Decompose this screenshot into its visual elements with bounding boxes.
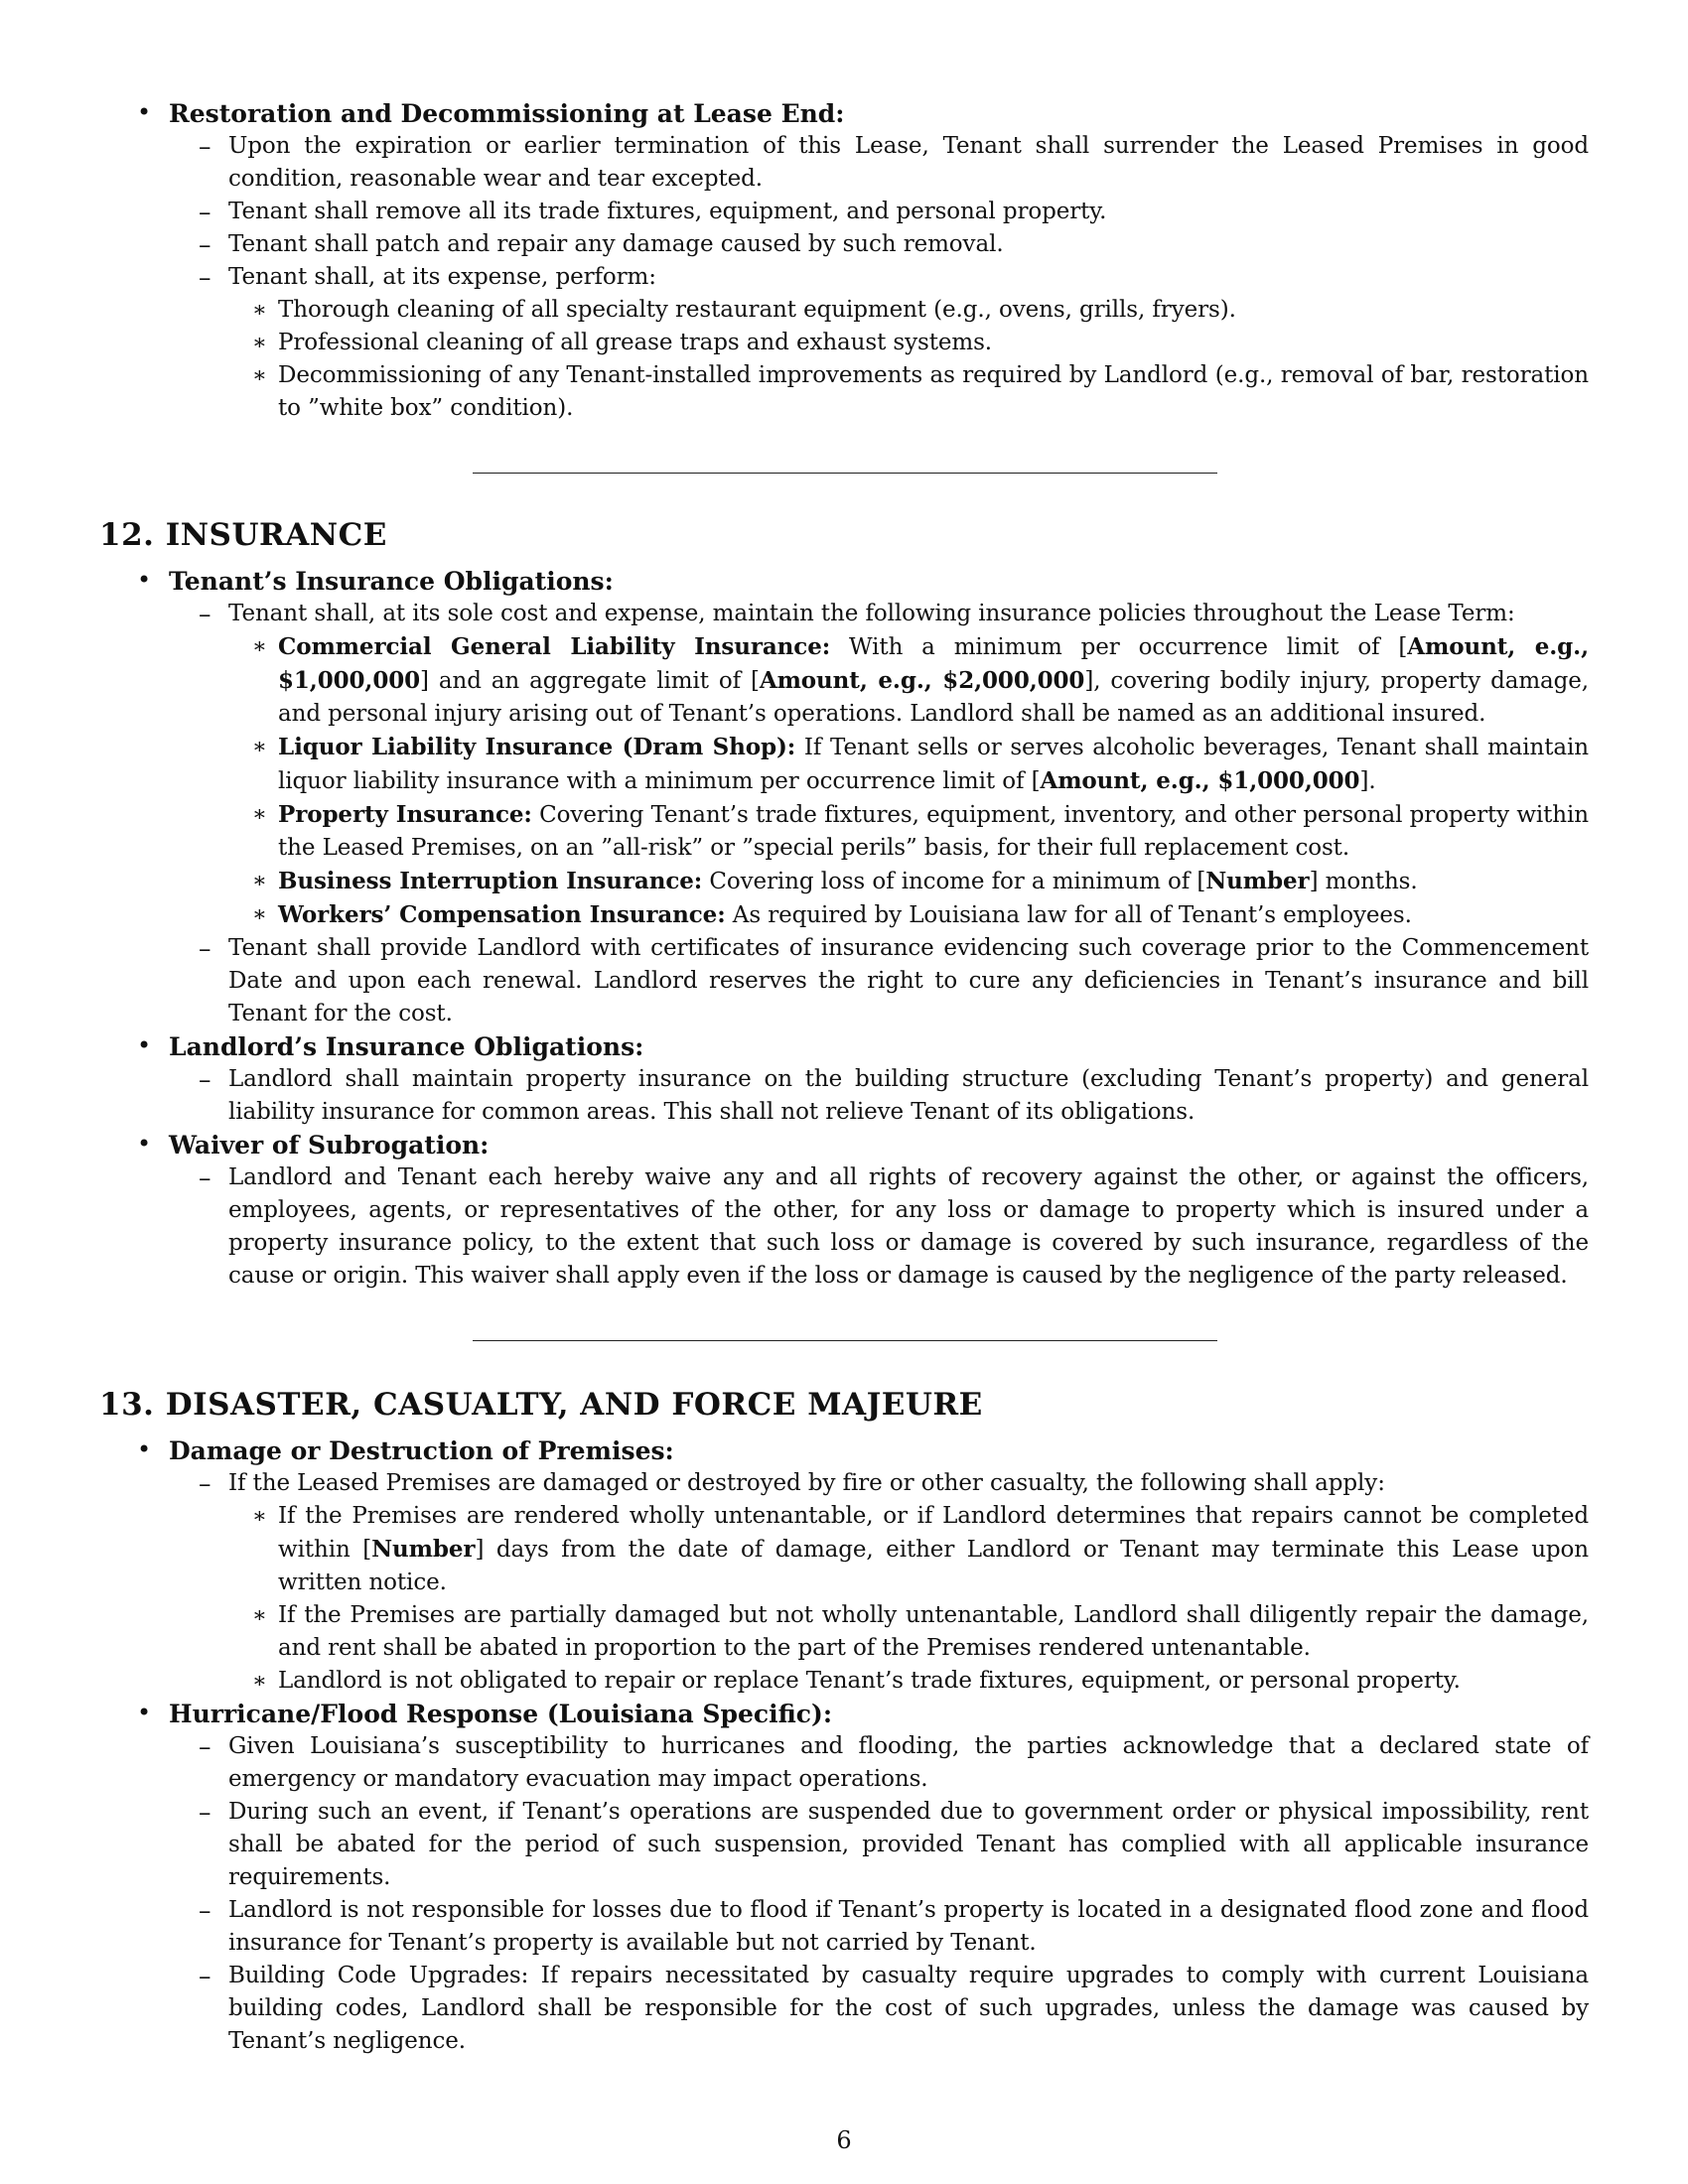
wholly-text-1: If the Premises are rendered wholly untenantable, or if Landlord determines that repairs cannot be completed within [ [278,1503,1589,1563]
restoration-surrender-text: – Upon the expiration or earlier termination of this Lease, Tenant shall surrender the Leased Premises in good condition, reasonable wear and tear excepted. [228,133,1589,192]
list-item [169,130,1589,196]
restoration-repair-text: – Tenant shall patch and repair any damage caused by such removal. [228,231,1004,257]
list-item [169,261,1589,425]
waiver-heading: Waiver of Subrogation: [169,1131,490,1160]
list-item [228,359,1589,425]
not-obligated-text: ∗ Landlord is not obligated to repair or replace Tenant’s trade fixtures, equipment, or personal property. [278,1668,1461,1694]
tenant-insurance-item [99,565,1589,1030]
landlord-insurance-heading: Landlord’s Insurance Obligations: [169,1032,644,1061]
hurricane-susceptibility-text: – Given Louisiana’s susceptibility to hurricanes and flooding, the parties acknowledge that a declared state of emergency or mandatory evacuation may impact operations. [228,1733,1589,1792]
list-item [228,865,1589,898]
list-item [169,228,1589,261]
damage-heading: Damage or Destruction of Premises: [169,1436,674,1465]
certificates-text: – Tenant shall provide Landlord with certificates of insurance evidencing such coverage prior to the Commencement Date and upon each renewal. Landlord reserves the right to cure any deficiencies in Tenant’s insurance and bill Tenant for the cost. [228,935,1589,1026]
restoration-sublist [169,130,1589,425]
liquor-paragraph [278,731,1589,798]
damage-sublist [169,1467,1589,1698]
property-label: Property Insurance: [278,801,532,828]
restoration-perform-text: – Tenant shall, at its expense, perform: [228,264,656,290]
list-item [228,630,1589,731]
liquor-label: Liquor Liability Insurance (Dram Shop): [278,734,796,760]
landlord-insurance-text: – Landlord shall maintain property insurance on the building structure (excluding Tenant’s property) and general liability insurance for common areas. This shall not relieve Tenant of its obligations. [228,1066,1589,1125]
wholly-text-2: ] days from the date of damage, either Landlord or Tenant may terminate this Lease upon written notice. [278,1537,1589,1595]
landlord-insurance-item [99,1030,1589,1129]
list-item [228,798,1589,865]
business-text-2: ] months. [1309,869,1418,894]
restoration-perform-list [228,294,1589,425]
insurance-list [99,565,1589,1293]
tenant-insurance-intro: – Tenant shall, at its sole cost and expense, maintain the following insurance policies throughout the Lease Term: [228,601,1515,626]
business-label: Business Interruption Insurance: [278,868,703,894]
disaster-list [99,1434,1589,2058]
property-text: Covering Tenant’s trade fixtures, equipment, inventory, and other personal property within the Leased Premises, on an ”all-risk” or ”special perils” basis, for their full replacement cost. [278,802,1589,861]
building-code-text: – Building Code Upgrades: If repairs necessitated by casualty require upgrades to comply with current Louisiana building codes, Landlord shall be responsible for the cost of such upgrades, unless the damage was caused by Tenant’s negligence. [228,1963,1589,2054]
flood-responsibility-text: – Landlord is not responsible for losses due to flood if Tenant’s property is located in a designated flood zone and flood insurance for Tenant’s property is available but not carried by Tenant. [228,1897,1589,1956]
waiver-item [99,1129,1589,1293]
waiver-sublist [169,1161,1589,1293]
list-item [228,898,1589,932]
section-12-title: 12. INSURANCE [99,517,387,553]
insurance-policy-list [228,630,1589,932]
liquor-limit-placeholder: Amount, e.g., $1,000,000 [1040,767,1360,794]
cgl-text-3: ], covering bodily injury, property damage, and personal injury arising out of Tenant’s operations. Landlord shall be named as an additional insured. [278,668,1589,727]
partial-damage-text: ∗ If the Premises are partially damaged but not wholly untenantable, Landlord shall diligently repair the damage, and rent shall be abated in proportion to the part of the Premises rendered untenantable. [278,1602,1589,1661]
business-months-placeholder: Number [1205,868,1310,894]
cleaning-grease-text: ∗ Professional cleaning of all grease traps and exhaust systems. [278,330,992,355]
hurricane-abatement-text: – During such an event, if Tenant’s operations are suspended due to government order or physical impossibility, rent shall be abated for the period of such suspension, provided Tenant has complied with all applicable insurance requirements. [228,1799,1589,1890]
workers-paragraph [278,898,1589,932]
section-divider [473,473,1217,474]
list-item [169,1730,1589,1796]
liquor-text-1: If Tenant sells or serves alcoholic beverages, Tenant shall maintain liquor liability insurance with a minimum per occurrence limit of [ [278,735,1589,794]
list-item [169,1960,1589,2058]
cgl-per-occurrence-placeholder: Amount, e.g., $1,000,000 [278,633,1589,694]
waiver-text: – Landlord and Tenant each hereby waive any and all rights of recovery against the other, or against the officers, employees, agents, or representatives of the other, for any loss or damage to property which is insured under a property insurance policy, to the extent that such loss or damage is covered by such insurance, regardless of the cause or origin. This waiver shall apply even if the loss or damage is caused by the negligence of the party released. [228,1164,1589,1289]
landlord-insurance-sublist [169,1063,1589,1129]
list-item [169,598,1589,932]
list-item [228,327,1589,359]
hurricane-heading: Hurricane/Flood Response (Louisiana Specific): [169,1700,833,1728]
list-item [228,731,1589,798]
tenant-insurance-heading: Tenant’s Insurance Obligations: [169,567,614,596]
cgl-label: Commercial General Liability Insurance: [278,633,831,660]
damage-conditions-list [228,1500,1589,1698]
business-text-1: Covering loss of income for a minimum of [ [702,869,1206,894]
property-paragraph [278,798,1589,865]
document-page [99,97,1589,2058]
cgl-text-1: With a minimum per occurrence limit of [ [830,634,1408,660]
list-item [169,1161,1589,1293]
list-item [228,1500,1589,1599]
cgl-text-2: ] and an aggregate limit of [ [420,668,760,694]
cleaning-equipment-text: ∗ Thorough cleaning of all specialty restaurant equipment (e.g., ovens, grills, fryers). [278,297,1236,323]
restoration-heading: Restoration and Decommissioning at Lease End: [169,99,845,128]
section-divider [473,1340,1217,1341]
list-item [169,1063,1589,1129]
damage-item [99,1434,1589,1698]
list-item [169,1796,1589,1894]
page-number: 6 [836,2126,852,2154]
days-placeholder: Number [371,1536,476,1563]
list-item [228,1665,1589,1698]
hurricane-item [99,1698,1589,2058]
cgl-aggregate-placeholder: Amount, e.g., $2,000,000 [759,667,1085,694]
section-13-title: 13. DISASTER, CASUALTY, AND FORCE MAJEURE [99,1387,983,1423]
hurricane-sublist [169,1730,1589,2058]
damage-intro: – If the Leased Premises are damaged or destroyed by fire or other casualty, the following shall apply: [228,1470,1385,1496]
tenant-insurance-sublist [169,598,1589,1030]
business-paragraph [278,865,1589,898]
restoration-list [99,97,1589,425]
list-item [169,1894,1589,1960]
list-item [169,196,1589,228]
workers-label: Workers’ Compensation Insurance: [278,901,726,928]
list-item [228,1599,1589,1665]
liquor-text-2: ]. [1359,768,1376,794]
list-item [169,932,1589,1030]
workers-text: As required by Louisiana law for all of Tenant’s employees. [725,902,1412,928]
restoration-remove-text: – Tenant shall remove all its trade fixtures, equipment, and personal property. [228,199,1107,224]
wholly-untenantable-paragraph [278,1500,1589,1599]
cgl-paragraph [278,630,1589,731]
restoration-item [99,97,1589,425]
list-item [169,1467,1589,1698]
list-item [228,294,1589,327]
decommissioning-text: ∗ Decommissioning of any Tenant-installed improvements as required by Landlord (e.g., removal of bar, restoration to ”white box” condition). [278,362,1589,421]
